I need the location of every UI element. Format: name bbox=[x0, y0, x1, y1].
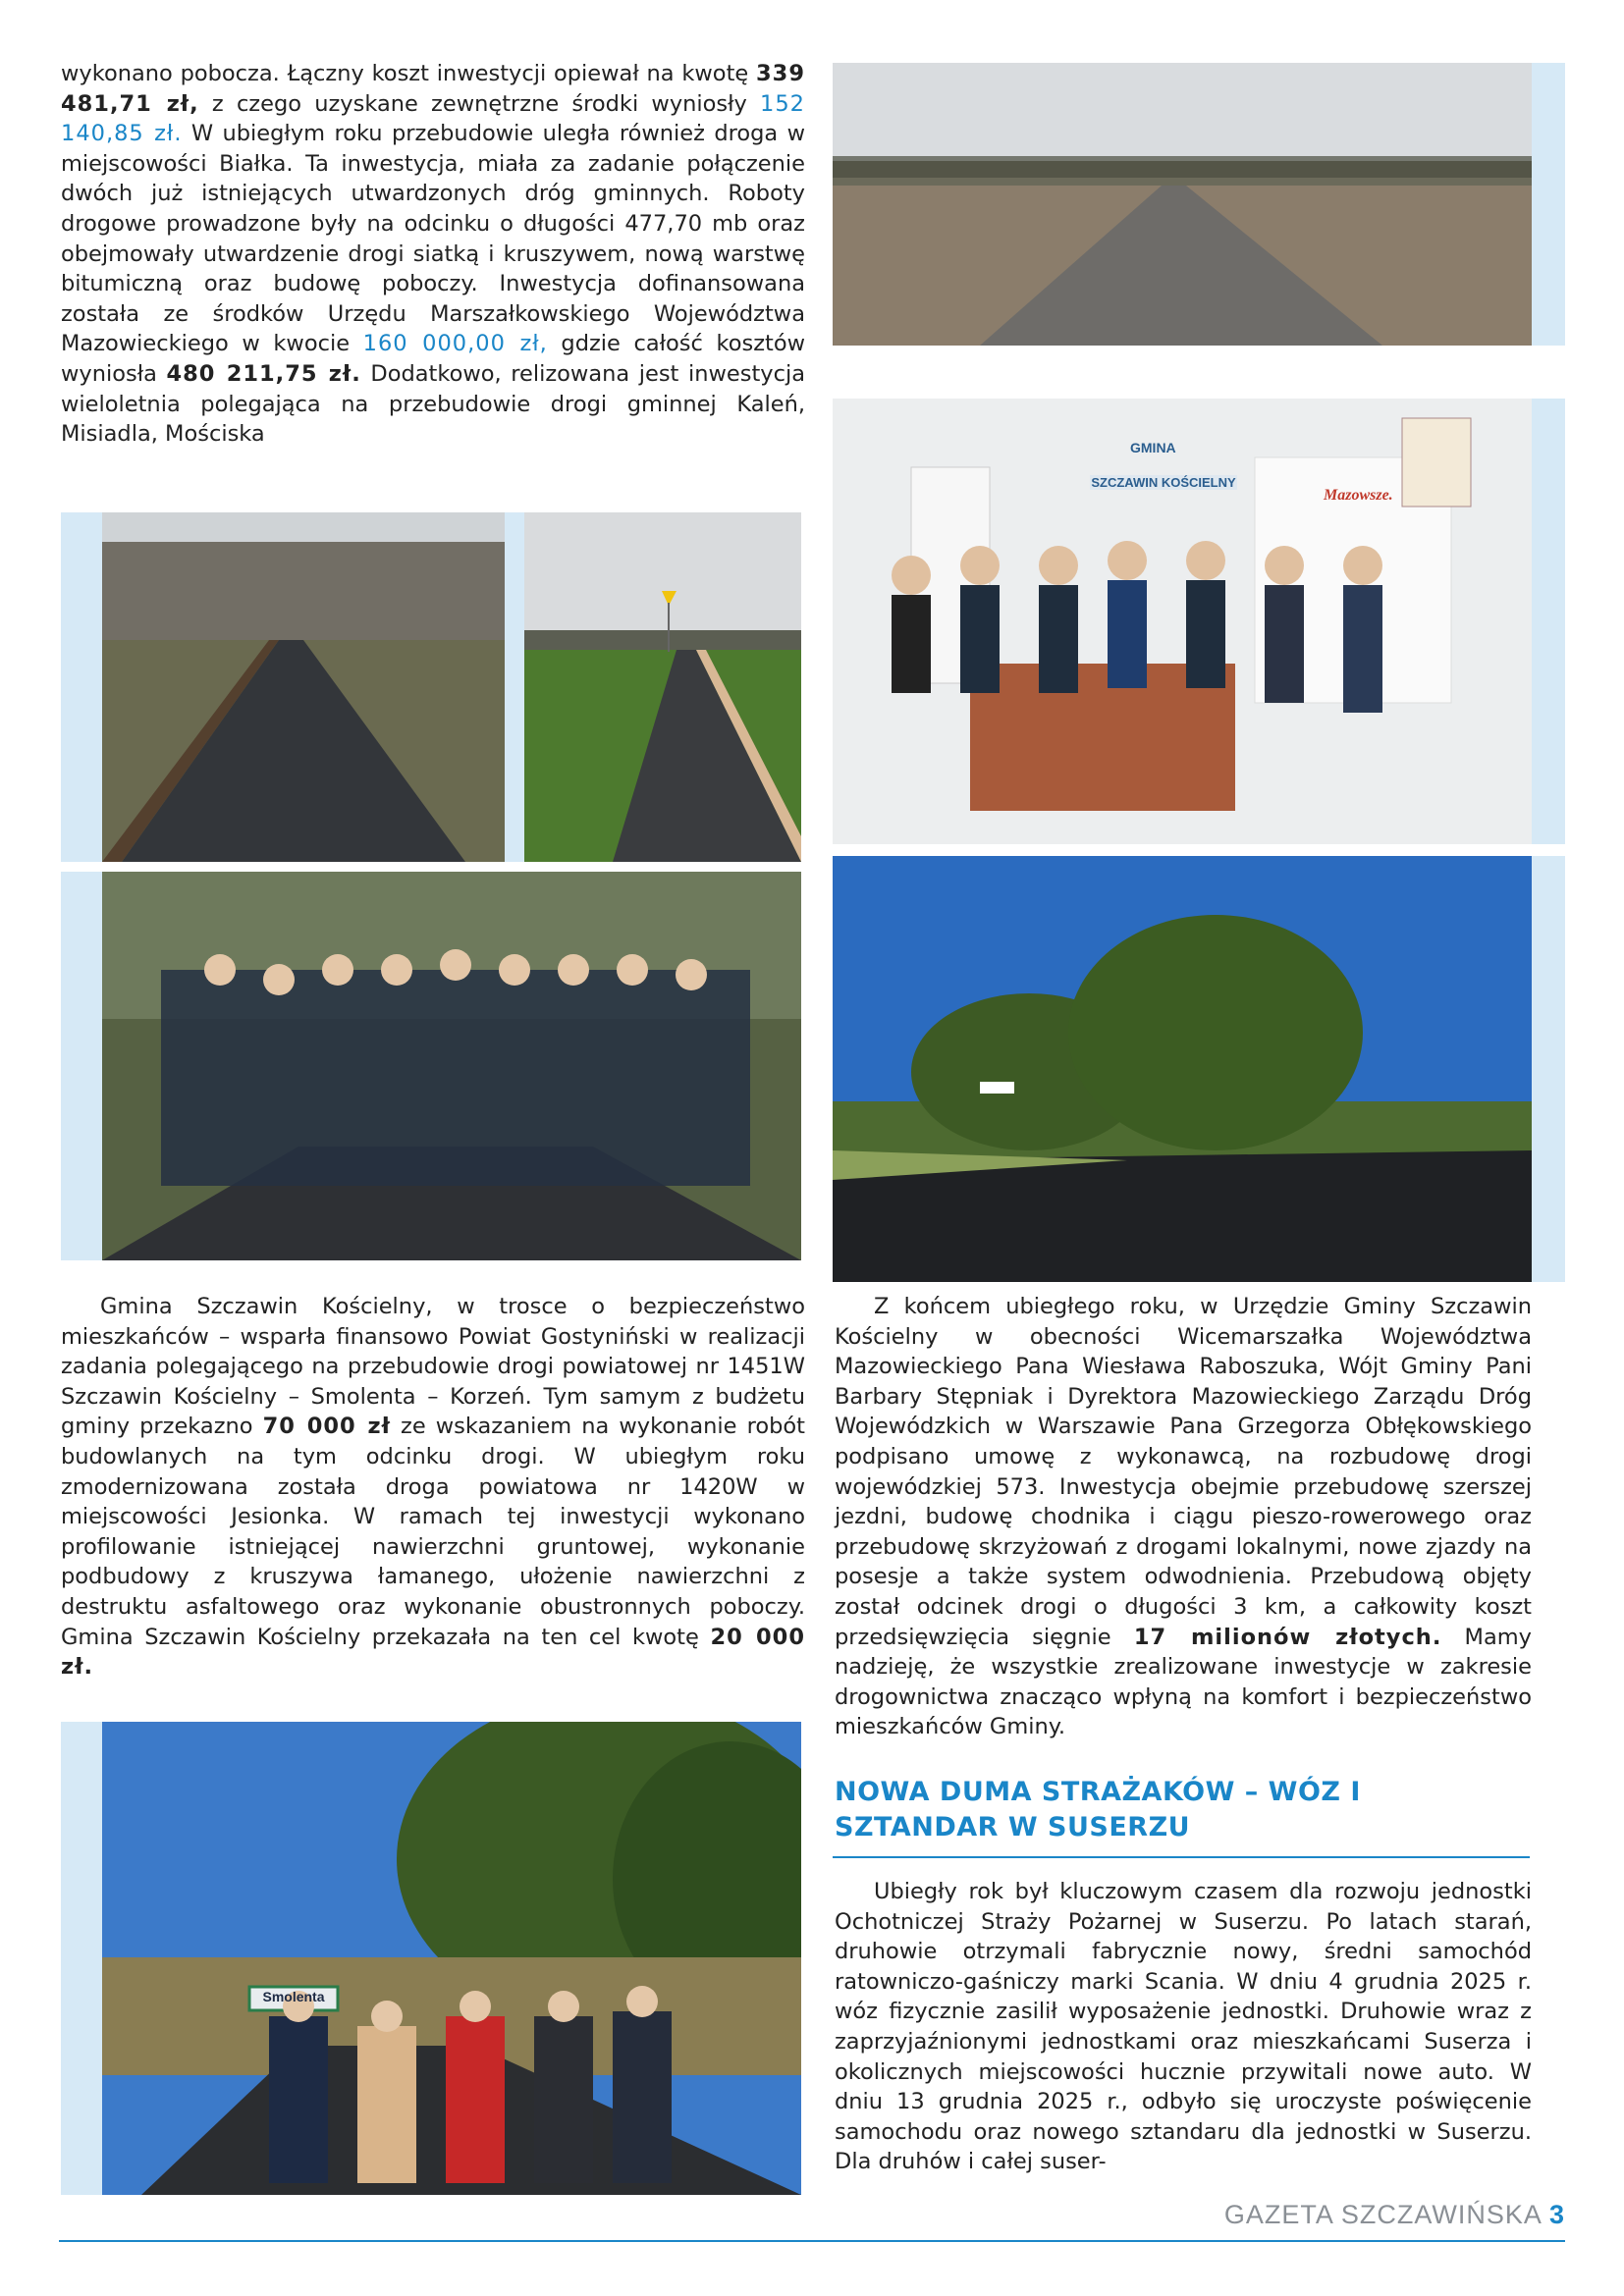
article-text-fire-brigade: Ubiegły rok był kluczowym czasem dla rozwoju jednostki Ochotniczej Straży Pożarnej w Suserzu. Po latach starań, druhowie otrzymali fabrycznie nowy, średni samochód ratowniczo-gaśniczy marki Scania. W dniu 4 grudnia 2025 r. wóz fizycznie zasilił wyposażenie jednostki. Druhowie wraz z zaprzyjaźnionymi jednostkami oraz mieszkańcami Suserza i okolicznych miejscowości hucznie przywitali nowe auto. W dniu 13 grudnia 2025 r., odbyło się uroczyste poświęcenie samochodu oraz nowego sztandaru dla jednostki w Suserzu. Dla druhów i całej suser- bbox=[835, 1879, 1532, 2175]
photo-asphalt-road-trees bbox=[833, 856, 1532, 1282]
side-bar bbox=[1532, 856, 1565, 1282]
side-bar bbox=[505, 512, 524, 862]
side-bar bbox=[61, 512, 102, 862]
banner-mazowsze: Mazowsze. bbox=[1324, 487, 1393, 504]
article-text-mid-right: Z końcem ubiegłego roku, w Urzędzie Gminy Szczawin Kościelny w obecności Wicemarszałka Województwa Mazowieckiego Pana Wiesława Raboszuka, Wójt Gminy Pani Barbary Stępniak i Dyrektora Mazowieckiego Zarządu Dróg Wojewódzkich w Warszawie Pana Grzegorza Obłękowskiego podpisano umowę z wykonawcą, na rozbudowę drogi wojewódzkiej 573. Inwestycja obejmie przebudowę szerszej jezdni, budowę chodnika i ciągu pieszo-rowerowego oraz przebudowę skrzyżowań z drogami lokalnymi, nowe zjazdy na posesje a także system odwodnienia. Przebudową objęty został odcinek drogi o długości 3 km, a całkowity koszt przedsięwzięcia sięgnie 17 milionów złotych. Mamy nadzieję, że wszystkie zrealizowane inwestycje w zakresie drogownictwa znacząco wpłyną na komfort i bezpieczeństwo mieszkańców Gminy. bbox=[835, 1294, 1532, 1740]
photo-group-on-road bbox=[102, 872, 801, 1260]
article-text-top-left: wykonano pobocza. Łączny koszt inwestycji opiewał na kwotę 339 481,71 zł, z czego uzyskane zewnętrzne środki wyniosły 152 140,85 zł. W ubiegłym roku przebudowie uległa również droga w miejscowości Białka. Ta inwestycja, miała za zadanie połączenie dwóch już istniejących utwardzonych dróg gminnych. Roboty drogowe prowadzone były na odcinku o długości 477,70 mb oraz obejmowały utwardzenie drogi siatką i kruszywem, nową warstwę bitumiczną oraz budowę poboczy. Inwestycja dofinansowana została ze środków Urzędu Marszałkowskiego Województwa Mazowieckiego w kwocie 160 000,00 zł, gdzie całość kosztów wyniosła 480 211,75 zł. Dodatkowo, relizowana jest inwestycja wieloletnia polegająca na przebudowie drogi gminnej Kaleń, Misiadla, Mościska bbox=[61, 61, 805, 448]
publication-name: GAZETA SZCZAWIŃSKA bbox=[1223, 2200, 1542, 2229]
side-bar bbox=[61, 872, 102, 1260]
footer-title bbox=[1224, 2200, 1565, 2230]
photo-gravel-road bbox=[833, 63, 1532, 346]
page-number: 3 bbox=[1548, 2200, 1565, 2229]
article-text-mid-left: Gmina Szczawin Kościelny, w trosce o bezpieczeństwo mieszkańców – wsparła finansowo Powiat Gostyniński w realizacji zadania polegającego na przebudowie drogi powiatowej nr 1451W Szczawin Kościelny – Smolenta – Korzeń. Tym samym z budżetu gminy przekazno 70 000 zł ze wskazaniem na wykonanie robót budowlanych na tym odcinku drogi. W ubiegłym roku zmodernizowana została droga powiatowa nr 1420W w miejscowości Jesionka. W ramach tej inwestycji wykonano profilowanie istniejącej nawierzchni gruntowej, wykonanie podbudowy z kruszywa łamanego, ułożenie nawierzchni z destruktu asfaltowego oraz wykonanie obustronnych poboczy. Gmina Szczawin Kościelny przekazała na ten cel kwotę 20 000 zł. bbox=[61, 1294, 805, 1681]
amount-total-bialka: 339 481,71 zł, bbox=[61, 61, 805, 117]
photo-field-road bbox=[524, 512, 801, 862]
side-bar bbox=[1532, 399, 1565, 844]
wall-sign-gmina: GMINA bbox=[1130, 440, 1176, 455]
wall-sign-gmina-name: SZCZAWIN KOŚCIELNY bbox=[1091, 475, 1236, 490]
photo-misty-road bbox=[102, 512, 505, 862]
amount-jesionka: 20 000 zł. bbox=[61, 1624, 805, 1681]
road-sign-town: Smolenta bbox=[262, 1989, 325, 2004]
photo-officials-by-sign bbox=[102, 1722, 801, 2195]
heading-rule bbox=[833, 1856, 1530, 1858]
section-heading: NOWA DUMA STRAŻAKÓW – WÓZ I SZTANDAR W SUSERZU bbox=[835, 1777, 1361, 1842]
photo-signing-ceremony bbox=[833, 399, 1532, 844]
side-bar bbox=[61, 1722, 102, 2195]
amount-external-funds: 152 140,85 zł. bbox=[61, 90, 805, 147]
amount-support: 70 000 zł bbox=[262, 1414, 391, 1440]
amount-total-573: 17 milionów złotych. bbox=[1133, 1624, 1442, 1650]
amount-total-cost: 480 211,75 zł. bbox=[166, 360, 361, 387]
amount-subsidy: 160 000,00 zł, bbox=[362, 331, 548, 357]
footer-rule bbox=[59, 2240, 1565, 2242]
side-bar bbox=[1532, 63, 1565, 346]
